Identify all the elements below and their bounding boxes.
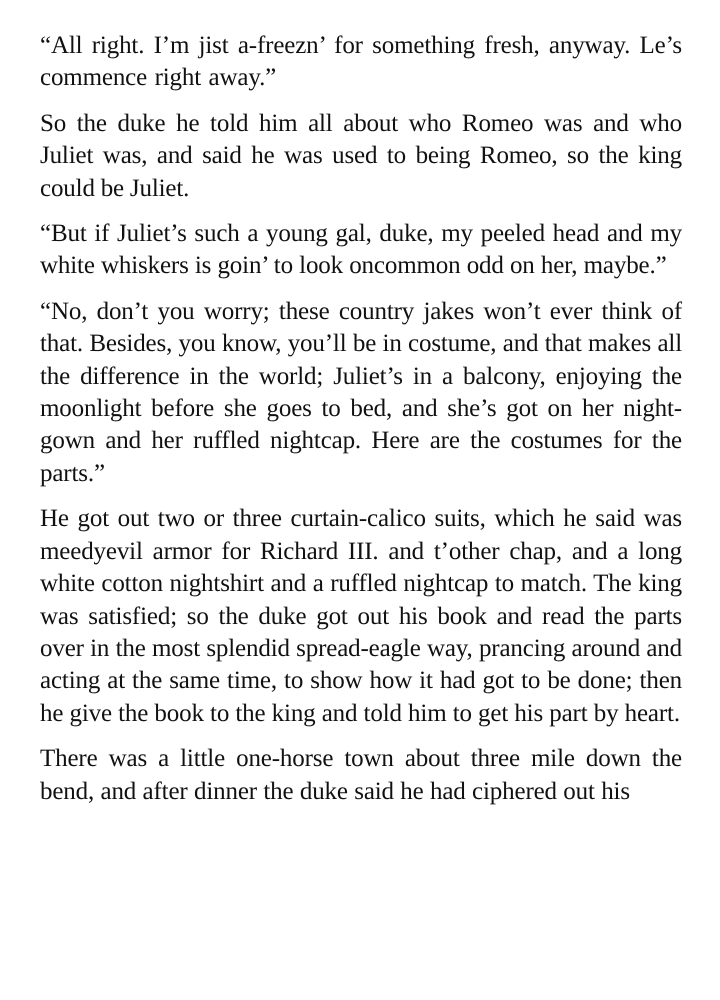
paragraph-6: There was a little one-horse town about three mile down the bend, and after dinner the duke said he had ciphered out his bbox=[40, 745, 682, 805]
paragraph-3: “But if Juliet’s such a young gal, duke, my peeled head and my white whiskers is goin’ to look oncommon odd on her, maybe.” bbox=[40, 220, 682, 280]
paragraph-5: He got out two or three curtain-calico suits, which he said was meedyevil armor for Richard III. and t’other chap, and a long white cotton nightshirt and a ruffled nightcap to match. The king was satisfied; so the duke got out his book and read the parts over in the most splendid spread-eagle way, prancing around and acting at the same time, to show how it had got to be done; then he give the book to the king and told him to get his part by heart. bbox=[40, 505, 682, 727]
paragraph-1: “All right. I’m jist a-freezn’ for something fresh, anyway. Le’s commence right away.” bbox=[40, 32, 682, 92]
paragraph-2: So the duke he told him all about who Romeo was and who Juliet was, and said he was used to being Romeo, so the king could be Juliet. bbox=[40, 109, 682, 202]
paragraph-4: “No, don’t you worry; these country jakes won’t ever think of that. Besides, you know, you’ll be in costume, and that makes all the difference in the world; Juliet’s in a balcony, enjoying the moonlight before she goes to bed, and she’s got on her night-gown and her ruffled nightcap. Here are the costumes for the parts.” bbox=[40, 297, 682, 487]
book-page bbox=[40, 30, 682, 1000]
